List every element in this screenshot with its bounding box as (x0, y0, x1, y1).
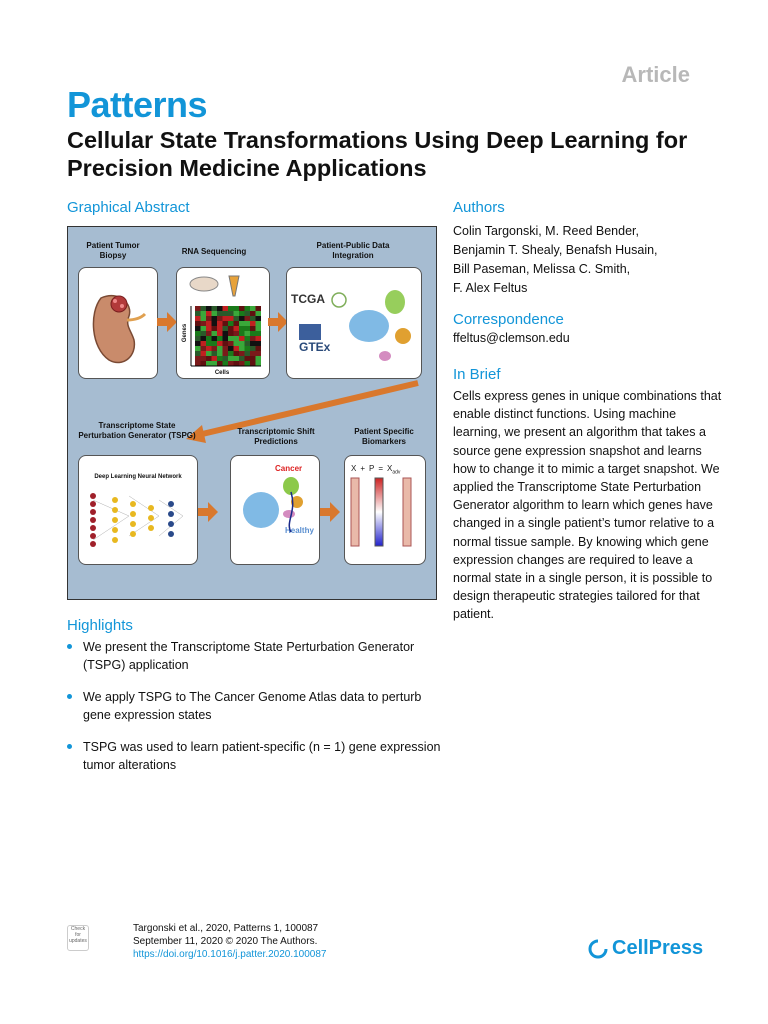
arrow-icon (157, 312, 177, 332)
heatmap-cell (206, 351, 212, 356)
heatmap-cell (245, 351, 251, 356)
heatmap-cell (217, 356, 223, 361)
heatmap-cell (250, 346, 256, 351)
heatmap-cell (245, 341, 251, 346)
highlights-list (67, 638, 447, 788)
highlight-item: We present the Transcriptome State Perturbation Generator (TSPG) application (67, 638, 447, 674)
heatmap-cell (217, 321, 223, 326)
heatmap-cell (223, 321, 229, 326)
heatmap-cell (228, 311, 234, 316)
cancer-label: Cancer (275, 464, 303, 473)
heatmap-cell (223, 356, 229, 361)
heatmap-cell (217, 326, 223, 331)
heatmap-cell (228, 316, 234, 321)
heatmap-cell (245, 336, 251, 341)
healthy-label: Healthy (285, 526, 314, 535)
heatmap-cell (212, 336, 218, 341)
heatmap-cell (250, 351, 256, 356)
heatmap-cell (250, 306, 256, 311)
shift-scatter-icon (231, 456, 319, 564)
heatmap-cell (212, 361, 218, 366)
heatmap-cell (250, 361, 256, 366)
heatmap-cell (256, 361, 262, 366)
heatmap-cell (217, 336, 223, 341)
heatmap-cell (245, 346, 251, 351)
heatmap-cell (223, 326, 229, 331)
equation: X + P = $X_{adv}$ (351, 464, 401, 476)
heatmap-cell (206, 311, 212, 316)
heatmap-cell (201, 341, 207, 346)
rna-seq-panel (176, 267, 270, 379)
heatmap-cell (250, 311, 256, 316)
heatmap-cell (250, 336, 256, 341)
graphical-abstract-heading: Graphical Abstract (67, 199, 190, 216)
label-rna-seq: RNA Sequencing (181, 247, 247, 256)
heatmap-icon (177, 268, 269, 378)
highlights-heading: Highlights (67, 617, 133, 634)
heatmap-cell (239, 326, 245, 331)
heatmap-cell (256, 306, 262, 311)
heatmap-cell (234, 336, 240, 341)
heatmap-cell (239, 306, 245, 311)
heatmap-cell (228, 356, 234, 361)
heatmap-cell (228, 346, 234, 351)
arrow-icon (198, 502, 218, 522)
authors-heading: Authors (453, 199, 505, 216)
heatmap-cell (195, 331, 201, 336)
heatmap-cell (217, 341, 223, 346)
heatmap-cell (206, 321, 212, 326)
heatmap-cell (195, 326, 201, 331)
data-integration-panel (286, 267, 422, 379)
in-brief-heading: In Brief (453, 366, 501, 383)
heatmap-cell (250, 341, 256, 346)
heatmap-cell (195, 306, 201, 311)
shift-predictions-panel (230, 455, 320, 565)
heatmap-cell (250, 356, 256, 361)
heatmap-cell (201, 361, 207, 366)
arrow-icon (320, 502, 340, 522)
heatmap-cell (239, 331, 245, 336)
heatmap-cell (201, 346, 207, 351)
heatmap-cell (239, 336, 245, 341)
doi-link[interactable]: https://doi.org/10.1016/j.patter.2020.100087 (133, 949, 327, 960)
arrow-icon (268, 312, 288, 332)
heatmap-cell (245, 306, 251, 311)
heatmap-cell (201, 306, 207, 311)
heatmap-cell (239, 316, 245, 321)
heatmap-cell (223, 306, 229, 311)
heatmap-cell (212, 341, 218, 346)
heatmap-cell (234, 351, 240, 356)
heatmap-cell (195, 336, 201, 341)
biomarker-bars-icon (345, 456, 425, 564)
heatmap-cell (256, 356, 262, 361)
heatmap-cell (223, 331, 229, 336)
heatmap-cell (228, 331, 234, 336)
neural-network-icon (79, 456, 197, 564)
in-brief-text: Cells express genes in unique combinations that enable distinct functions. Using machine learning, we present an algorithm that takes a source gene expression snapshot and learns how to change it to mimic a target snapshot. We applied the Transcriptome State Perturbation Generator algorithm to learn which genes have changed in a single patient’s tumor relative to a normal tissue sample. By knowing which gene expression changes are required to leave a normal state in a single person, it is possible to design therapeutic strategies tailored for that patient. (453, 389, 722, 622)
heatmap-cell (239, 321, 245, 326)
heatmap-cell (239, 356, 245, 361)
heatmap-cell (228, 341, 234, 346)
heatmap-cell (206, 306, 212, 311)
graphical-abstract (67, 226, 437, 600)
heatmap-cell (206, 341, 212, 346)
heatmap-cell (212, 311, 218, 316)
heatmap-cell (234, 361, 240, 366)
heatmap-cell (201, 316, 207, 321)
heatmap-cell (206, 331, 212, 336)
tspg-panel (78, 455, 198, 565)
bullet-icon (67, 744, 72, 749)
tumor-biopsy-panel (78, 267, 158, 379)
label-biomarkers: Patient Specific Biomarkers (354, 427, 414, 446)
biomarkers-panel (344, 455, 426, 565)
heatmap-cell (228, 336, 234, 341)
heatmap-cell (223, 311, 229, 316)
heatmap-cell (217, 311, 223, 316)
heatmap-cell (206, 336, 212, 341)
heatmap-cell (250, 321, 256, 326)
journal-name: Patterns (67, 84, 208, 125)
highlight-item: TSPG was used to learn patient-specific (n = 1) gene expression tumor alterations (67, 738, 447, 774)
heatmap-cell (206, 346, 212, 351)
heatmap-cell (250, 326, 256, 331)
heatmap-cell (223, 346, 229, 351)
dnn-label: Deep Learning Neural Network (94, 474, 182, 480)
heatmap-cell (256, 316, 262, 321)
paper-title: Cellular State Transformations Using Deep Learning for Precision Medicine Applications (67, 127, 688, 181)
heatmap-cell (245, 311, 251, 316)
heatmap-cell (217, 331, 223, 336)
heatmap-cell (217, 351, 223, 356)
heatmap-cell (212, 351, 218, 356)
heatmap-cell (256, 336, 262, 341)
heatmap-cell (256, 341, 262, 346)
heatmap-cell (245, 326, 251, 331)
correspondence-email[interactable]: ffeltus@clemson.edu (453, 331, 570, 345)
heatmap-cell (256, 331, 262, 336)
label-data-integration: Patient-Public Data Integration (316, 241, 390, 260)
heatmap-cell (234, 311, 240, 316)
heatmap-cell (195, 351, 201, 356)
heatmap-cell (195, 346, 201, 351)
heatmap-cell (223, 336, 229, 341)
heatmap-cell (239, 361, 245, 366)
heatmap-cell (201, 336, 207, 341)
heatmap-cell (223, 351, 229, 356)
heatmap-cell (212, 316, 218, 321)
heatmap-cell (206, 326, 212, 331)
authors-list: Colin Targonski, M. Reed Bender, Benjamin T. Shealy, Benafsh Husain, Bill Paseman, Melissa C. Smith, F. Alex Feltus (453, 224, 658, 295)
heatmap-cell (234, 341, 240, 346)
heatmap-cell (206, 316, 212, 321)
heatmap-cell (250, 316, 256, 321)
heatmap-cell (201, 356, 207, 361)
cluster-scatter-icon (287, 268, 421, 378)
heatmap-cell (201, 326, 207, 331)
heatmap-cell (228, 361, 234, 366)
cells-axis-label: Cells (214, 370, 230, 376)
heatmap-cell (234, 331, 240, 336)
heatmap-cell (228, 326, 234, 331)
citation-footer: Targonski et al., 2020, Patterns 1, 100087 September 11, 2020 © 2020 The Authors. https://doi.org/10.1016/j.patter.2020.100087 (133, 923, 327, 960)
publisher-logo: CellPress (588, 937, 703, 960)
heatmap-cell (245, 361, 251, 366)
heatmap-cell (223, 341, 229, 346)
heatmap-cell (234, 346, 240, 351)
heatmap-cell (256, 351, 262, 356)
heatmap-cell (239, 351, 245, 356)
heatmap-cell (256, 326, 262, 331)
heatmap-cell (228, 351, 234, 356)
heatmap-cell (234, 306, 240, 311)
heatmap-cell (206, 356, 212, 361)
label-tspg: Transcriptome State Perturbation Generator (TSPG) (78, 421, 196, 440)
heatmap-cell (239, 341, 245, 346)
heatmap-cell (245, 356, 251, 361)
kidney-icon (79, 268, 157, 378)
label-shift-predictions: Transcriptomic Shift Predictions (237, 427, 315, 446)
gtex-logo: GTEx (299, 340, 331, 354)
heatmap-cell (256, 321, 262, 326)
cellpress-logo-icon (588, 939, 608, 959)
heatmap-cell (245, 331, 251, 336)
label-tumor-biopsy: Patient Tumor Biopsy (86, 241, 140, 260)
heatmap-cell (223, 361, 229, 366)
heatmap-cell (223, 316, 229, 321)
heatmap-cell (195, 356, 201, 361)
genes-axis-label: Genes (182, 323, 188, 343)
article-type-label: Article (621, 62, 690, 87)
heatmap-cell (256, 346, 262, 351)
heatmap-cell (234, 321, 240, 326)
heatmap-cell (217, 346, 223, 351)
heatmap-cell (212, 306, 218, 311)
heatmap-cell (195, 311, 201, 316)
heatmap-cell (228, 321, 234, 326)
check-for-updates-badge[interactable]: Check for updates (67, 925, 89, 951)
heatmap-cell (201, 311, 207, 316)
heatmap-cell (201, 351, 207, 356)
heatmap-cell (195, 341, 201, 346)
heatmap-cell (217, 306, 223, 311)
heatmap-cell (212, 321, 218, 326)
tcga-logo: TCGA (291, 292, 325, 306)
heatmap-cell (245, 316, 251, 321)
heatmap-cell (212, 326, 218, 331)
heatmap-cell (217, 316, 223, 321)
heatmap-cell (239, 346, 245, 351)
heatmap-cell (234, 316, 240, 321)
heatmap-cell (217, 361, 223, 366)
heatmap-cell (256, 311, 262, 316)
bullet-icon (67, 694, 72, 699)
heatmap-cell (250, 331, 256, 336)
heatmap-cell (239, 311, 245, 316)
heatmap-cell (234, 326, 240, 331)
heatmap-cell (195, 321, 201, 326)
heatmap-cell (212, 346, 218, 351)
heatmap-cell (234, 356, 240, 361)
heatmap-cell (212, 331, 218, 336)
heatmap-cell (201, 321, 207, 326)
heatmap-cell (228, 306, 234, 311)
highlight-item: We apply TSPG to The Cancer Genome Atlas data to perturb gene expression states (67, 688, 447, 724)
correspondence-heading: Correspondence (453, 311, 564, 328)
heatmap-cell (206, 361, 212, 366)
heatmap-cell (201, 331, 207, 336)
heatmap-cell (212, 356, 218, 361)
heatmap-cell (195, 316, 201, 321)
heatmap-cell (245, 321, 251, 326)
bullet-icon (67, 644, 72, 649)
heatmap-cell (195, 361, 201, 366)
